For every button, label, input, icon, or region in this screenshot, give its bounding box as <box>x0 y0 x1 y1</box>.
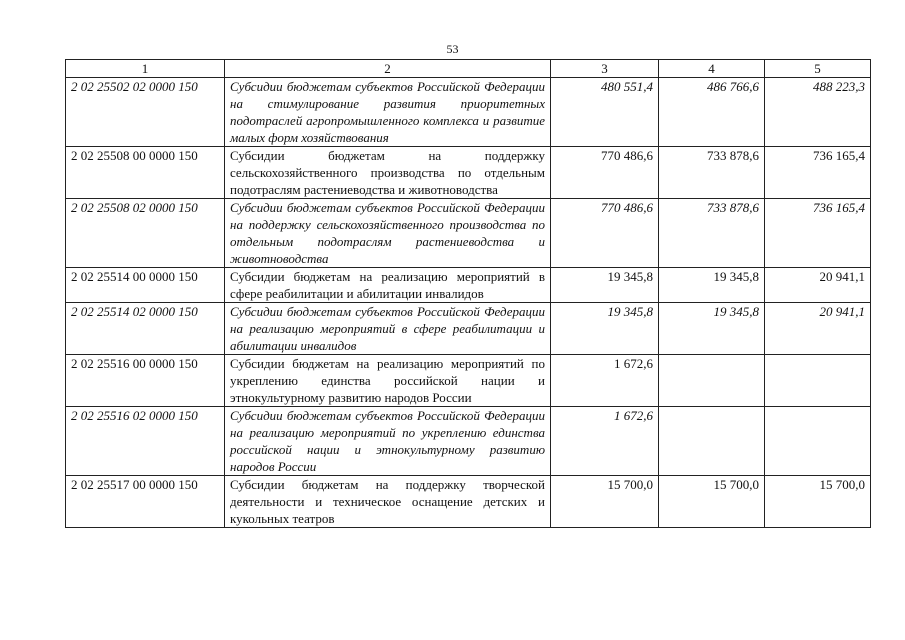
column-header-2: 2 <box>225 60 551 78</box>
description-cell: Субсидии бюджетам субъектов Российской Федерации на поддержку сельскохозяйственного производства по отдельным подотраслям растениеводства и животноводства <box>225 199 551 268</box>
amount-col5-cell <box>765 355 871 407</box>
description-cell: Субсидии бюджетам субъектов Российской Федерации на стимулирование развития приоритетных подотраслей агропромышленного комплекса и развитие малых форм хозяйствования <box>225 78 551 147</box>
amount-col3-cell: 770 486,6 <box>551 199 659 268</box>
amount-col4-cell: 19 345,8 <box>659 303 765 355</box>
budget-code-cell: 2 02 25514 02 0000 150 <box>66 303 225 355</box>
amount-col5-cell: 15 700,0 <box>765 476 871 528</box>
budget-code-cell: 2 02 25516 02 0000 150 <box>66 407 225 476</box>
amount-col5-cell: 20 941,1 <box>765 268 871 303</box>
description-cell: Субсидии бюджетам на реализацию мероприятий в сфере реабилитации и абилитации инвалидов <box>225 268 551 303</box>
table-row <box>66 303 871 355</box>
description-cell: Субсидии бюджетам на реализацию мероприятий по укреплению единства российской нации и этнокультурному развитию народов России <box>225 355 551 407</box>
amount-col5-cell: 488 223,3 <box>765 78 871 147</box>
amount-col4-cell <box>659 355 765 407</box>
amount-col4-cell: 486 766,6 <box>659 78 765 147</box>
description-cell: Субсидии бюджетам на поддержку творческой деятельности и техническое оснащение детских и кукольных театров <box>225 476 551 528</box>
amount-col4-cell <box>659 407 765 476</box>
amount-col3-cell: 19 345,8 <box>551 268 659 303</box>
budget-code-cell: 2 02 25514 00 0000 150 <box>66 268 225 303</box>
page-number: 53 <box>446 42 459 56</box>
amount-col4-cell: 733 878,6 <box>659 199 765 268</box>
table-row <box>66 476 871 528</box>
amount-col3-cell: 770 486,6 <box>551 147 659 199</box>
amount-col3-cell: 480 551,4 <box>551 78 659 147</box>
amount-col5-cell <box>765 407 871 476</box>
description-cell: Субсидии бюджетам на поддержку сельскохозяйственного производства по отдельным подотраслям растениеводства и животноводства <box>225 147 551 199</box>
table-row <box>66 147 871 199</box>
amount-col3-cell: 15 700,0 <box>551 476 659 528</box>
table-row <box>66 199 871 268</box>
column-header-1: 1 <box>66 60 225 78</box>
amount-col4-cell: 15 700,0 <box>659 476 765 528</box>
amount-col3-cell: 1 672,6 <box>551 355 659 407</box>
budget-code-cell: 2 02 25502 02 0000 150 <box>66 78 225 147</box>
amount-col5-cell: 736 165,4 <box>765 199 871 268</box>
column-header-3: 3 <box>551 60 659 78</box>
amount-col4-cell: 733 878,6 <box>659 147 765 199</box>
budget-table <box>65 59 871 528</box>
column-header-4: 4 <box>659 60 765 78</box>
budget-code-cell: 2 02 25508 02 0000 150 <box>66 199 225 268</box>
amount-col5-cell: 20 941,1 <box>765 303 871 355</box>
amount-col3-cell: 1 672,6 <box>551 407 659 476</box>
description-cell: Субсидии бюджетам субъектов Российской Федерации на реализацию мероприятий по укреплению единства российской нации и этнокультурному развитию народов России <box>225 407 551 476</box>
table-row <box>66 407 871 476</box>
budget-code-cell: 2 02 25517 00 0000 150 <box>66 476 225 528</box>
budget-code-cell: 2 02 25516 00 0000 150 <box>66 355 225 407</box>
budget-code-cell: 2 02 25508 00 0000 150 <box>66 147 225 199</box>
table-row <box>66 78 871 147</box>
amount-col5-cell: 736 165,4 <box>765 147 871 199</box>
column-header-5: 5 <box>765 60 871 78</box>
table-row <box>66 268 871 303</box>
table-header-row <box>66 60 871 78</box>
description-cell: Субсидии бюджетам субъектов Российской Федерации на реализацию мероприятий в сфере реабилитации и абилитации инвалидов <box>225 303 551 355</box>
amount-col3-cell: 19 345,8 <box>551 303 659 355</box>
amount-col4-cell: 19 345,8 <box>659 268 765 303</box>
table-row <box>66 355 871 407</box>
